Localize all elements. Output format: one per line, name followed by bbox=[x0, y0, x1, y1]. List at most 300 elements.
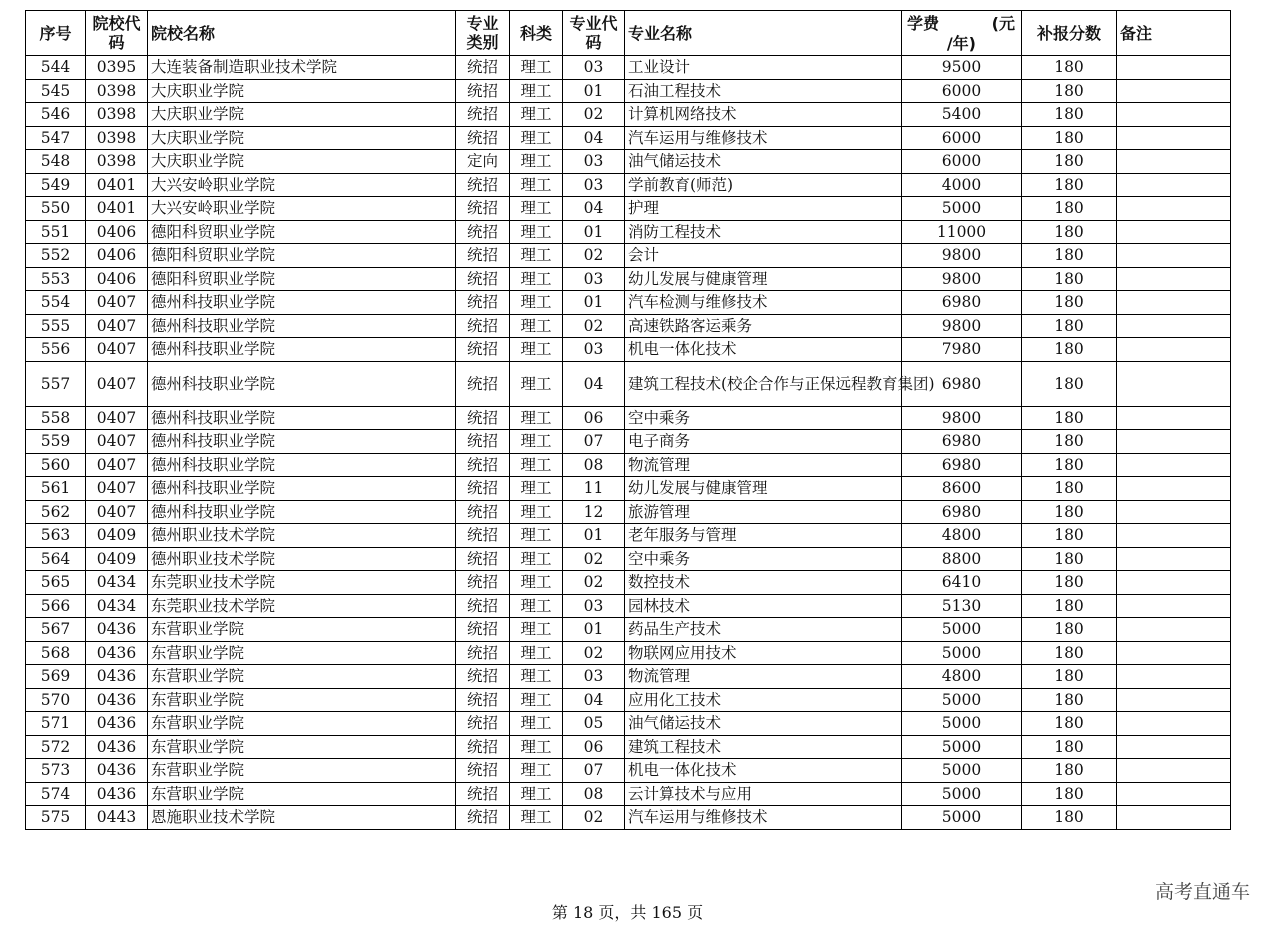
cell-school-code: 0407 bbox=[86, 291, 148, 315]
cell-score: 180 bbox=[1022, 571, 1117, 595]
cell-school-code: 0406 bbox=[86, 220, 148, 244]
cell-fee: 6980 bbox=[902, 291, 1022, 315]
cell-note bbox=[1117, 314, 1231, 338]
header-major-code: 专业代码 bbox=[563, 11, 625, 56]
cell-major-type: 统招 bbox=[456, 103, 510, 127]
table-row bbox=[26, 759, 1231, 783]
cell-major-type: 统招 bbox=[456, 314, 510, 338]
table-row bbox=[26, 220, 1231, 244]
cell-seq: 545 bbox=[26, 79, 86, 103]
table-row bbox=[26, 712, 1231, 736]
cell-school-name: 德州科技职业学院 bbox=[148, 314, 456, 338]
cell-seq: 558 bbox=[26, 406, 86, 430]
cell-note bbox=[1117, 173, 1231, 197]
cell-school-name: 东营职业学院 bbox=[148, 641, 456, 665]
cell-score: 180 bbox=[1022, 618, 1117, 642]
cell-category: 理工 bbox=[510, 712, 563, 736]
table-row bbox=[26, 477, 1231, 501]
cell-school-code: 0406 bbox=[86, 267, 148, 291]
cell-major-name: 油气储运技术 bbox=[625, 150, 902, 174]
cell-school-name: 东营职业学院 bbox=[148, 688, 456, 712]
table-row bbox=[26, 244, 1231, 268]
cell-category: 理工 bbox=[510, 571, 563, 595]
cell-fee: 7980 bbox=[902, 338, 1022, 362]
cell-score: 180 bbox=[1022, 806, 1117, 830]
cell-major-code: 01 bbox=[563, 524, 625, 548]
cell-major-name: 空中乘务 bbox=[625, 547, 902, 571]
cell-note bbox=[1117, 782, 1231, 806]
table-row bbox=[26, 524, 1231, 548]
cell-score: 180 bbox=[1022, 524, 1117, 548]
cell-school-code: 0436 bbox=[86, 735, 148, 759]
cell-score: 180 bbox=[1022, 291, 1117, 315]
cell-note bbox=[1117, 759, 1231, 783]
cell-category: 理工 bbox=[510, 173, 563, 197]
cell-school-name: 德州科技职业学院 bbox=[148, 338, 456, 362]
cell-school-code: 0395 bbox=[86, 56, 148, 80]
cell-category: 理工 bbox=[510, 688, 563, 712]
cell-fee: 5000 bbox=[902, 197, 1022, 221]
cell-major-type: 统招 bbox=[456, 220, 510, 244]
cell-score: 180 bbox=[1022, 103, 1117, 127]
cell-major-name: 应用化工技术 bbox=[625, 688, 902, 712]
cell-school-name: 东营职业学院 bbox=[148, 618, 456, 642]
cell-major-code: 02 bbox=[563, 314, 625, 338]
cell-seq: 574 bbox=[26, 782, 86, 806]
table-row bbox=[26, 571, 1231, 595]
cell-fee: 5000 bbox=[902, 688, 1022, 712]
cell-school-name: 德州科技职业学院 bbox=[148, 406, 456, 430]
table-row bbox=[26, 291, 1231, 315]
cell-fee: 6000 bbox=[902, 150, 1022, 174]
cell-major-code: 08 bbox=[563, 782, 625, 806]
cell-major-type: 统招 bbox=[456, 500, 510, 524]
cell-category: 理工 bbox=[510, 806, 563, 830]
cell-major-code: 02 bbox=[563, 641, 625, 665]
cell-note bbox=[1117, 806, 1231, 830]
cell-category: 理工 bbox=[510, 56, 563, 80]
cell-major-code: 03 bbox=[563, 150, 625, 174]
cell-note bbox=[1117, 688, 1231, 712]
cell-major-code: 11 bbox=[563, 477, 625, 501]
cell-major-code: 01 bbox=[563, 79, 625, 103]
cell-seq: 563 bbox=[26, 524, 86, 548]
cell-school-code: 0434 bbox=[86, 571, 148, 595]
cell-fee: 6000 bbox=[902, 79, 1022, 103]
cell-major-code: 03 bbox=[563, 594, 625, 618]
cell-school-code: 0434 bbox=[86, 594, 148, 618]
cell-category: 理工 bbox=[510, 735, 563, 759]
table-row bbox=[26, 267, 1231, 291]
cell-major-code: 02 bbox=[563, 103, 625, 127]
cell-major-code: 07 bbox=[563, 759, 625, 783]
cell-seq: 562 bbox=[26, 500, 86, 524]
cell-major-type: 统招 bbox=[456, 56, 510, 80]
cell-score: 180 bbox=[1022, 150, 1117, 174]
cell-major-name: 建筑工程技术(校企合作与正保远程教育集团) bbox=[625, 361, 902, 406]
cell-fee: 8800 bbox=[902, 547, 1022, 571]
cell-school-code: 0407 bbox=[86, 338, 148, 362]
cell-category: 理工 bbox=[510, 594, 563, 618]
cell-seq: 564 bbox=[26, 547, 86, 571]
cell-major-type: 统招 bbox=[456, 197, 510, 221]
cell-fee: 6410 bbox=[902, 571, 1022, 595]
cell-fee: 5000 bbox=[902, 735, 1022, 759]
cell-school-code: 0436 bbox=[86, 665, 148, 689]
cell-score: 180 bbox=[1022, 547, 1117, 571]
cell-major-type: 统招 bbox=[456, 594, 510, 618]
cell-major-code: 02 bbox=[563, 547, 625, 571]
cell-school-code: 0409 bbox=[86, 524, 148, 548]
cell-school-code: 0409 bbox=[86, 547, 148, 571]
cell-major-code: 05 bbox=[563, 712, 625, 736]
cell-school-code: 0443 bbox=[86, 806, 148, 830]
cell-note bbox=[1117, 197, 1231, 221]
cell-major-name: 护理 bbox=[625, 197, 902, 221]
cell-school-code: 0398 bbox=[86, 150, 148, 174]
cell-school-code: 0407 bbox=[86, 406, 148, 430]
header-note: 备注 bbox=[1117, 11, 1231, 56]
cell-school-code: 0398 bbox=[86, 103, 148, 127]
cell-major-code: 03 bbox=[563, 267, 625, 291]
cell-major-name: 数控技术 bbox=[625, 571, 902, 595]
cell-note bbox=[1117, 56, 1231, 80]
cell-major-type: 统招 bbox=[456, 735, 510, 759]
table-row bbox=[26, 361, 1231, 406]
cell-seq: 552 bbox=[26, 244, 86, 268]
cell-major-name: 园林技术 bbox=[625, 594, 902, 618]
cell-note bbox=[1117, 220, 1231, 244]
cell-score: 180 bbox=[1022, 688, 1117, 712]
cell-score: 180 bbox=[1022, 56, 1117, 80]
cell-score: 180 bbox=[1022, 430, 1117, 454]
cell-major-code: 01 bbox=[563, 291, 625, 315]
table-row bbox=[26, 618, 1231, 642]
cell-seq: 566 bbox=[26, 594, 86, 618]
cell-score: 180 bbox=[1022, 406, 1117, 430]
cell-category: 理工 bbox=[510, 126, 563, 150]
cell-score: 180 bbox=[1022, 453, 1117, 477]
cell-note bbox=[1117, 524, 1231, 548]
cell-major-code: 01 bbox=[563, 220, 625, 244]
cell-major-name: 机电一体化技术 bbox=[625, 338, 902, 362]
cell-fee: 9800 bbox=[902, 244, 1022, 268]
cell-category: 理工 bbox=[510, 477, 563, 501]
cell-major-type: 统招 bbox=[456, 430, 510, 454]
cell-major-type: 统招 bbox=[456, 244, 510, 268]
cell-school-name: 大兴安岭职业学院 bbox=[148, 197, 456, 221]
cell-category: 理工 bbox=[510, 314, 563, 338]
cell-major-type: 统招 bbox=[456, 524, 510, 548]
cell-fee: 4000 bbox=[902, 173, 1022, 197]
cell-major-name: 油气储运技术 bbox=[625, 712, 902, 736]
cell-fee: 9800 bbox=[902, 314, 1022, 338]
cell-school-name: 大庆职业学院 bbox=[148, 150, 456, 174]
table-row bbox=[26, 665, 1231, 689]
cell-major-name: 计算机网络技术 bbox=[625, 103, 902, 127]
cell-score: 180 bbox=[1022, 712, 1117, 736]
cell-fee: 11000 bbox=[902, 220, 1022, 244]
cell-category: 理工 bbox=[510, 547, 563, 571]
cell-school-name: 德州科技职业学院 bbox=[148, 361, 456, 406]
cell-score: 180 bbox=[1022, 500, 1117, 524]
cell-note bbox=[1117, 618, 1231, 642]
cell-school-name: 德州科技职业学院 bbox=[148, 477, 456, 501]
cell-note bbox=[1117, 406, 1231, 430]
cell-major-type: 统招 bbox=[456, 79, 510, 103]
cell-score: 180 bbox=[1022, 314, 1117, 338]
cell-school-code: 0407 bbox=[86, 500, 148, 524]
cell-major-name: 会计 bbox=[625, 244, 902, 268]
cell-major-name: 消防工程技术 bbox=[625, 220, 902, 244]
cell-school-name: 德州科技职业学院 bbox=[148, 453, 456, 477]
cell-category: 理工 bbox=[510, 291, 563, 315]
cell-major-type: 统招 bbox=[456, 712, 510, 736]
cell-seq: 570 bbox=[26, 688, 86, 712]
cell-fee: 9800 bbox=[902, 267, 1022, 291]
cell-note bbox=[1117, 712, 1231, 736]
cell-major-name: 物流管理 bbox=[625, 665, 902, 689]
cell-major-name: 汽车运用与维修技术 bbox=[625, 126, 902, 150]
watermark-text: 高考直通车 bbox=[1154, 881, 1250, 903]
cell-seq: 546 bbox=[26, 103, 86, 127]
cell-school-name: 德州职业技术学院 bbox=[148, 524, 456, 548]
cell-major-type: 统招 bbox=[456, 759, 510, 783]
cell-fee: 9500 bbox=[902, 56, 1022, 80]
cell-category: 理工 bbox=[510, 338, 563, 362]
cell-seq: 548 bbox=[26, 150, 86, 174]
cell-school-code: 0407 bbox=[86, 477, 148, 501]
cell-seq: 549 bbox=[26, 173, 86, 197]
cell-category: 理工 bbox=[510, 79, 563, 103]
cell-category: 理工 bbox=[510, 244, 563, 268]
cell-score: 180 bbox=[1022, 735, 1117, 759]
cell-fee: 5000 bbox=[902, 641, 1022, 665]
cell-seq: 568 bbox=[26, 641, 86, 665]
cell-major-name: 机电一体化技术 bbox=[625, 759, 902, 783]
cell-school-name: 德阳科贸职业学院 bbox=[148, 267, 456, 291]
cell-category: 理工 bbox=[510, 430, 563, 454]
table-row bbox=[26, 338, 1231, 362]
cell-school-name: 大庆职业学院 bbox=[148, 79, 456, 103]
cell-fee: 4800 bbox=[902, 524, 1022, 548]
cell-note bbox=[1117, 453, 1231, 477]
table-row bbox=[26, 500, 1231, 524]
table-row bbox=[26, 314, 1231, 338]
cell-major-type: 统招 bbox=[456, 453, 510, 477]
cell-school-name: 东莞职业技术学院 bbox=[148, 571, 456, 595]
cell-score: 180 bbox=[1022, 267, 1117, 291]
cell-fee: 5000 bbox=[902, 712, 1022, 736]
cell-score: 180 bbox=[1022, 477, 1117, 501]
cell-seq: 565 bbox=[26, 571, 86, 595]
table-row bbox=[26, 56, 1231, 80]
cell-score: 180 bbox=[1022, 759, 1117, 783]
header-fee-unit-a: (元 bbox=[991, 14, 1015, 33]
cell-major-name: 石油工程技术 bbox=[625, 79, 902, 103]
cell-major-type: 统招 bbox=[456, 338, 510, 362]
cell-school-name: 东营职业学院 bbox=[148, 712, 456, 736]
cell-school-code: 0401 bbox=[86, 173, 148, 197]
cell-note bbox=[1117, 126, 1231, 150]
cell-major-code: 03 bbox=[563, 56, 625, 80]
cell-fee: 6980 bbox=[902, 430, 1022, 454]
cell-major-code: 02 bbox=[563, 571, 625, 595]
cell-major-type: 统招 bbox=[456, 665, 510, 689]
cell-category: 理工 bbox=[510, 220, 563, 244]
cell-category: 理工 bbox=[510, 500, 563, 524]
cell-school-name: 大庆职业学院 bbox=[148, 126, 456, 150]
cell-seq: 547 bbox=[26, 126, 86, 150]
cell-major-code: 08 bbox=[563, 453, 625, 477]
cell-category: 理工 bbox=[510, 406, 563, 430]
cell-category: 理工 bbox=[510, 267, 563, 291]
cell-category: 理工 bbox=[510, 782, 563, 806]
table-row bbox=[26, 688, 1231, 712]
cell-score: 180 bbox=[1022, 361, 1117, 406]
cell-note bbox=[1117, 571, 1231, 595]
table-row bbox=[26, 806, 1231, 830]
cell-seq: 561 bbox=[26, 477, 86, 501]
cell-score: 180 bbox=[1022, 79, 1117, 103]
cell-major-type: 统招 bbox=[456, 571, 510, 595]
table-row bbox=[26, 430, 1231, 454]
cell-note bbox=[1117, 594, 1231, 618]
cell-fee: 6000 bbox=[902, 126, 1022, 150]
page-footer: 第 18 页，共 165 页 bbox=[551, 903, 704, 922]
cell-school-name: 德阳科贸职业学院 bbox=[148, 244, 456, 268]
cell-category: 理工 bbox=[510, 361, 563, 406]
cell-school-name: 东营职业学院 bbox=[148, 665, 456, 689]
cell-fee: 5130 bbox=[902, 594, 1022, 618]
table-row bbox=[26, 594, 1231, 618]
cell-category: 理工 bbox=[510, 150, 563, 174]
cell-school-code: 0407 bbox=[86, 361, 148, 406]
cell-score: 180 bbox=[1022, 220, 1117, 244]
cell-major-name: 云计算技术与应用 bbox=[625, 782, 902, 806]
cell-school-code: 0407 bbox=[86, 314, 148, 338]
cell-major-code: 04 bbox=[563, 197, 625, 221]
header-category: 科类 bbox=[510, 11, 563, 56]
header-fee-unit-b: /年) bbox=[946, 34, 976, 53]
cell-note bbox=[1117, 338, 1231, 362]
cell-score: 180 bbox=[1022, 641, 1117, 665]
cell-school-code: 0401 bbox=[86, 197, 148, 221]
cell-major-name: 建筑工程技术 bbox=[625, 735, 902, 759]
cell-fee: 6980 bbox=[902, 500, 1022, 524]
table-row bbox=[26, 126, 1231, 150]
cell-seq: 544 bbox=[26, 56, 86, 80]
cell-major-code: 07 bbox=[563, 430, 625, 454]
cell-major-name: 幼儿发展与健康管理 bbox=[625, 267, 902, 291]
cell-fee: 8600 bbox=[902, 477, 1022, 501]
cell-seq: 572 bbox=[26, 735, 86, 759]
cell-seq: 575 bbox=[26, 806, 86, 830]
cell-major-type: 统招 bbox=[456, 173, 510, 197]
cell-fee: 5000 bbox=[902, 759, 1022, 783]
cell-school-code: 0436 bbox=[86, 759, 148, 783]
header-seq: 序号 bbox=[26, 11, 86, 56]
cell-seq: 553 bbox=[26, 267, 86, 291]
table-row bbox=[26, 173, 1231, 197]
cell-major-type: 统招 bbox=[456, 547, 510, 571]
header-fee-label: 学费 bbox=[907, 14, 940, 33]
cell-school-code: 0398 bbox=[86, 126, 148, 150]
cell-note bbox=[1117, 150, 1231, 174]
cell-major-name: 电子商务 bbox=[625, 430, 902, 454]
cell-major-code: 02 bbox=[563, 806, 625, 830]
cell-major-code: 04 bbox=[563, 361, 625, 406]
cell-fee: 5000 bbox=[902, 806, 1022, 830]
cell-seq: 551 bbox=[26, 220, 86, 244]
cell-major-code: 02 bbox=[563, 244, 625, 268]
cell-fee: 5400 bbox=[902, 103, 1022, 127]
cell-category: 理工 bbox=[510, 197, 563, 221]
cell-fee: 9800 bbox=[902, 406, 1022, 430]
cell-school-name: 德州科技职业学院 bbox=[148, 500, 456, 524]
cell-seq: 559 bbox=[26, 430, 86, 454]
table-row bbox=[26, 197, 1231, 221]
cell-major-type: 统招 bbox=[456, 267, 510, 291]
cell-major-name: 高速铁路客运乘务 bbox=[625, 314, 902, 338]
cell-major-name: 工业设计 bbox=[625, 56, 902, 80]
cell-school-code: 0398 bbox=[86, 79, 148, 103]
cell-major-type: 统招 bbox=[456, 406, 510, 430]
cell-school-code: 0436 bbox=[86, 641, 148, 665]
cell-school-name: 德州职业技术学院 bbox=[148, 547, 456, 571]
cell-school-name: 东营职业学院 bbox=[148, 782, 456, 806]
cell-note bbox=[1117, 477, 1231, 501]
table-row bbox=[26, 641, 1231, 665]
cell-school-name: 恩施职业技术学院 bbox=[148, 806, 456, 830]
cell-major-code: 03 bbox=[563, 665, 625, 689]
cell-school-name: 德州科技职业学院 bbox=[148, 291, 456, 315]
cell-school-name: 大连装备制造职业技术学院 bbox=[148, 56, 456, 80]
cell-major-type: 统招 bbox=[456, 641, 510, 665]
cell-note bbox=[1117, 267, 1231, 291]
cell-seq: 550 bbox=[26, 197, 86, 221]
table-row bbox=[26, 453, 1231, 477]
cell-major-type: 统招 bbox=[456, 782, 510, 806]
cell-note bbox=[1117, 500, 1231, 524]
cell-category: 理工 bbox=[510, 759, 563, 783]
cell-score: 180 bbox=[1022, 338, 1117, 362]
cell-major-type: 统招 bbox=[456, 126, 510, 150]
cell-school-name: 德州科技职业学院 bbox=[148, 430, 456, 454]
table-row bbox=[26, 150, 1231, 174]
header-row bbox=[26, 11, 1231, 56]
cell-school-name: 东营职业学院 bbox=[148, 735, 456, 759]
cell-note bbox=[1117, 430, 1231, 454]
cell-category: 理工 bbox=[510, 103, 563, 127]
cell-major-type: 定向 bbox=[456, 150, 510, 174]
cell-score: 180 bbox=[1022, 594, 1117, 618]
cell-school-code: 0407 bbox=[86, 453, 148, 477]
cell-school-name: 大庆职业学院 bbox=[148, 103, 456, 127]
cell-note bbox=[1117, 244, 1231, 268]
cell-major-name: 药品生产技术 bbox=[625, 618, 902, 642]
cell-school-code: 0436 bbox=[86, 618, 148, 642]
header-major-name: 专业名称 bbox=[625, 11, 902, 56]
cell-major-type: 统招 bbox=[456, 688, 510, 712]
cell-major-code: 04 bbox=[563, 688, 625, 712]
cell-major-name: 空中乘务 bbox=[625, 406, 902, 430]
cell-score: 180 bbox=[1022, 126, 1117, 150]
cell-seq: 567 bbox=[26, 618, 86, 642]
cell-school-code: 0436 bbox=[86, 782, 148, 806]
cell-major-code: 06 bbox=[563, 735, 625, 759]
cell-major-code: 04 bbox=[563, 126, 625, 150]
